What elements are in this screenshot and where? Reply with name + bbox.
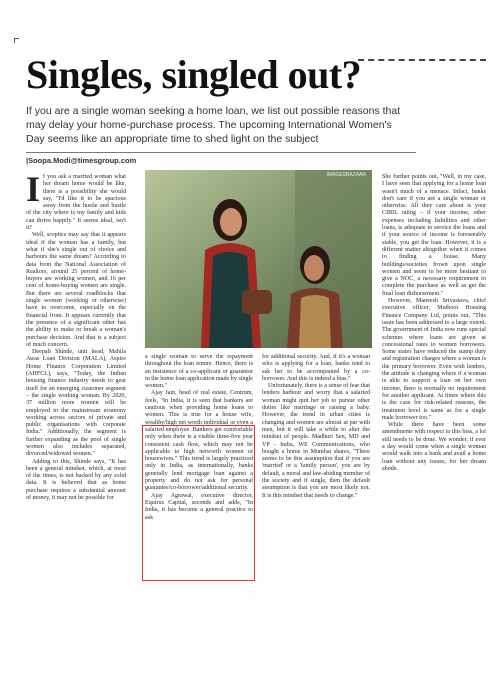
paragraph: While there have been some amendments with respect to this bias, a lot still needs to be done. We wonder, if ever a day would come when a single woman would walk into a bank and avail a home loan without any issues, for her dream abode.	[382, 422, 486, 472]
paragraph: She further points out, "Well, in my case, I have seen that applying for a home loan wasn't much of a menace. Infact, banks don't care if you are a single woman or otherwise. All they care about is your CIBIL rating – if your income, other expenses including liabilities and other loans, is adequate to service the loans and if your source of income is foreseeably stable, you get the loan. However, it is a different matter altogether when it comes to finding a house. Many buildings/societies frown upon single women and seem to be more hesitant to give a NOC, a necessary requirement to complete the purchase as well as get the final loan disbursement."	[382, 174, 486, 297]
article-column-3	[262, 354, 370, 500]
article-photo	[145, 170, 372, 348]
paragraph: Ajay Jain, head of real estate, Centrum, feels, "In India, it is seen that bankers are cautious when providing home loans to women. This is true for a house wife, wealthy/high net worth individual or even a salaried employee. Bankers get comfortable only when there is a visible three-five year consistent cash flow, which may not be applicable to high networth women or housewives." This trend is largely practiced only in India, as internationally, banks generally lend mortgage loan against a property and do not ask for personal guarantee/co-borrower/additional security.	[145, 390, 253, 492]
two-women-illustration	[145, 170, 372, 348]
headline: Singles, singled out?	[26, 52, 362, 97]
article-column-1	[26, 169, 126, 502]
quote-highlight-box	[142, 425, 255, 581]
paragraph: However, Maneesh Srivastava, chief executive officer, Muthoot Housing Finance Company Ltd, points out, "This issue has been addressed to a large extent. The government of India now runs special schemes where loans are given at concessional rates to women borrowers. Some states have reduced the stamp duty and registration charges where a woman is the primary borrower. Even with lenders, the attitude is changing where if a woman is able to support a loan on her own income, there is normally no requirement for another applicant. At times where this is the case for risk-related reasons, the treatment level is same as for a single male borrower too."	[382, 298, 486, 421]
paragraph: a single woman to serve the repayment throughout the loan tenure. Hence, there is an insistence of a co-applicant or guarantor in the home loan application made by single women."	[145, 354, 253, 390]
drop-cap: I	[26, 169, 41, 209]
article-column-4	[382, 174, 486, 473]
crop-mark	[14, 38, 19, 43]
byline: |Soopa.Modi@timesgroup.com	[26, 156, 137, 165]
paragraph: Unfortunately, there is a sense of fear that lenders harbour and worry that a salaried woman might quit her job to pursue other duties like marriage or raising a baby. However, the trend in urban cities is changing and women are almost at par with men, but it will take a while to alter the mindset of people. Madhuri Sen, MD and VP - India, WE Communications, who bought a home in Mumbai shares, "There seems to be this assumption that if you are 'married' or a 'family person', you are by default, a moral and law-abiding member of the society and if single, then the default assumption is that you are most likely not. It is this mindset that needs to change."	[262, 383, 370, 499]
standfirst: If you are a single woman seeking a home loan, we list out possible reasons that may delay your home-purchase process. The upcoming International Women's Day seems like an appropriate time to shed light on the subject	[26, 105, 401, 145]
paragraph: f you ask a married woman what her dream home would be like, there is a possibility she would say, "I'd like it to be spacious away from the hustle and bustle of the city where is my family and kids can thrive happily." It seems ideal, isn't it?	[26, 174, 126, 232]
paragraph: Ajay Agrawal, executive director, Equirus Capital, seconds and adds, "In India, it has become a general practice to ask	[145, 492, 253, 521]
byline-rule	[26, 152, 416, 153]
article-page	[18, 48, 486, 688]
photo-credit: IMAGESBAZAAR	[326, 172, 366, 178]
paragraph: for additional security. And, if it's a woman who is applying for a loan, banks tend to ask her to be accompanied by a co-borrower. And this is indeed a bias."	[262, 354, 370, 382]
paragraph: Well, sceptics may say that it appears ideal if the woman has a family, but what if she's single out of choice and harbours the same dream? According to data from the National Association of Realtors, around 25 percent of home-buyers are working women, and 16 per cent of home-buying women are single. But there are several roadblocks that single women (working or otherwise) have to overcome, especially on the financial front. It appears currently that the presence of a significant other has the ability to make or break a woman's purchase decision. And that is a subject of much concern.	[26, 232, 126, 348]
paragraph: Adding to this, Shinde says, "It has been a general mindset, which, at most of the times, is not backed by any solid data. It is believed that as home purchase requires a substantial amount of money, it may not be possible for	[26, 458, 126, 502]
paragraph: Deepali Shinde, unit head, Mahila Awas Loan Division (MALA), Aspire Home Finance Corporation Limited (AHFCL), says, "Today, the Indian housing finance industry needs to gear itself for an emerging customer segment – the single working woman. By 2020, 37 million more women will be employed in the mainstream economy working across sectors of private and public organisations with corporate India." Additionally, the segment is further expanding as the pool of single women also includes separated, divorced/widowed women."	[26, 349, 126, 458]
